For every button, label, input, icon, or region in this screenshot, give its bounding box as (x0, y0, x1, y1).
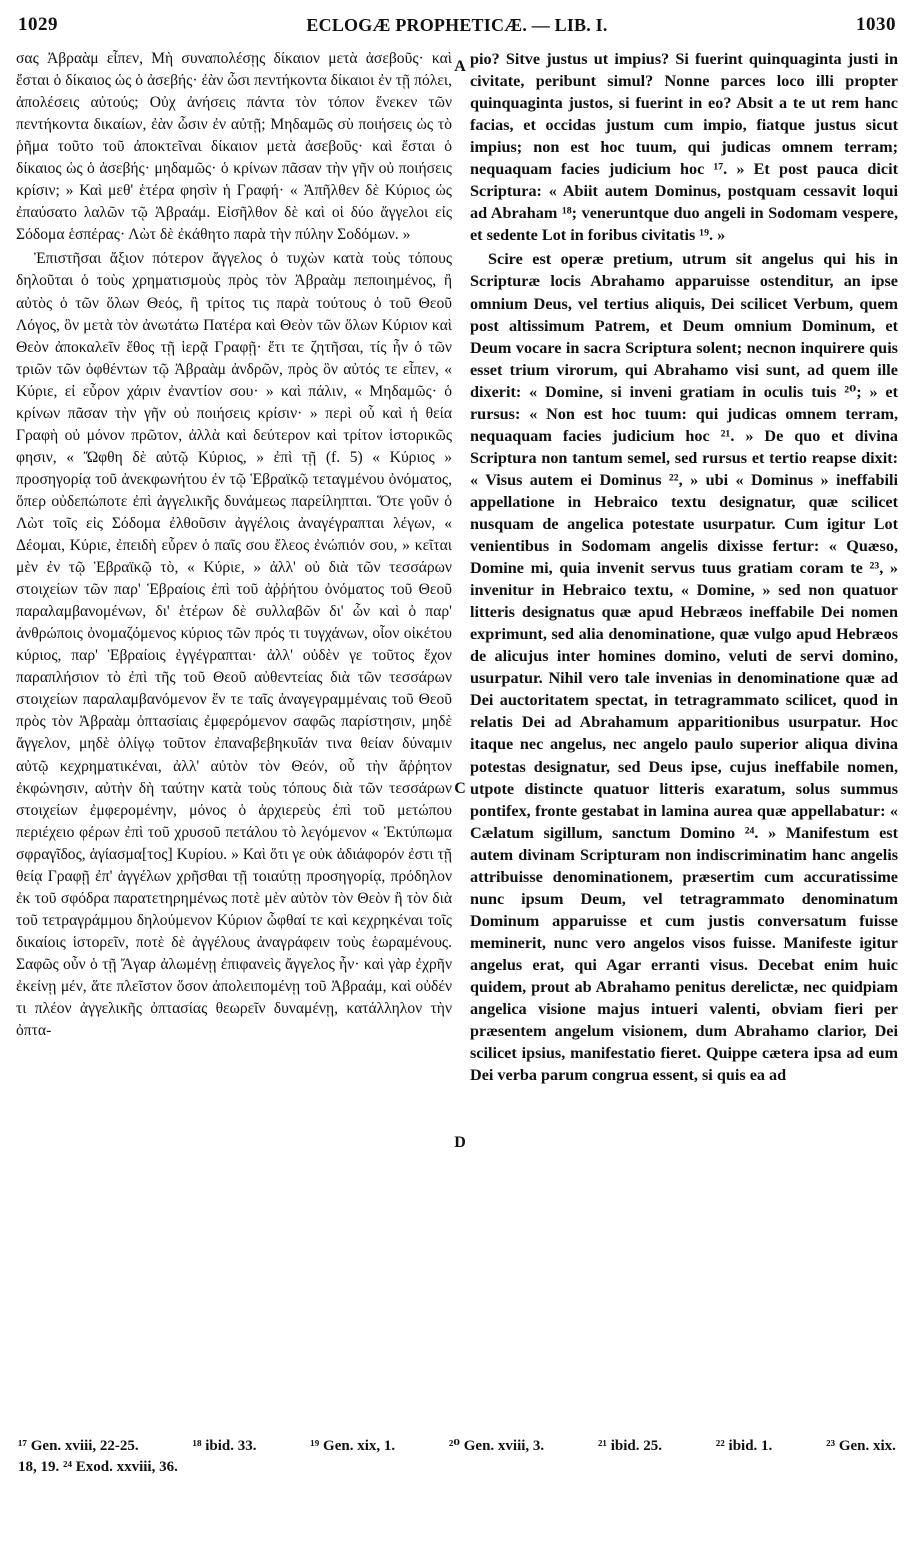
footnote-17: ¹⁷ Gen. xviii, 22-25. (18, 1438, 139, 1454)
margin-marker-c: C (454, 780, 466, 797)
greek-paragraph-2: Ἐπιστῆσαι ἄξιον πότερον ἄγγελος ὁ τυχὼν κατὰ τοὺς τόπους δηλοῦται ὁ τοὺς χρηματισμοὺς πρὸς τὸν Ἀβραὰμ πεποιημένος, ἢ αὐτὸς ὁ τῶν ὅλων Θεός, ἢ τρίτος τις παρὰ τούτους ὁ τοῦ Θεοῦ Λόγος, ὃν μετὰ τὸν ἀνωτάτω Πατέρα καὶ Θεὸν τῶν ὅλων Κύριον καὶ Θεὸν ἀποκαλεῖν ἔθος τῇ ἱερᾷ Γραφῇ· ἔτι τε ζητῆσαι, τίς ἦν ὁ τῶν τριῶν τῶν ὀφθέντων τῷ Ἀβραὰμ ἀνδρῶν, πρὸς ὃν αὐτός τε εἶπεν, « Κύριε, εἰ εὗρον χάριν ἐναντίον σου· » καὶ πάλιν, « Μηδαμῶς· ὁ κρίνων πᾶσαν τὴν γῆν οὐ ποιήσεις κρίσιν· » περὶ οὗ καὶ ἡ θεία Γραφὴ οὐ μόνον πρῶτον, ἀλλὰ καὶ δεύτερον καὶ τρίτον ἱστορικῶς φησιν, « Ὤφθη δὲ αὐτῷ Κύριος, » ἐπὶ τῇ (f. 5) « Κύριος » προσηγορίᾳ τοῦ ἀνεκφωνήτου ἐν τῷ Ἑβραϊκῷ τεταγμένου ὀνόματος, ὅπερ οὐδεπώποτε ἐπὶ ἀγγελικῆς δυνάμεως παρείληπται. Ὅτε γοῦν ὁ Λὼτ τοῖς εἰς Σόδομα ἐλθοῦσιν ἀγγέλοις ἀναγέγραπται λέγων, « Δέομαι, Κύριε, ἐπειδὴ εὗρεν ὁ παῖς σου ἔλεος ἐνώπιόν σου, » κεῖται μὲν ἐν τῷ Ἑβραϊκῷ τὸ, « Κύριε, » ἀλλ' οὐ διὰ τῶν τεσσάρων στοιχείων τῶν παρ' Ἑβραίοις ἐπὶ τοῦ ἀῤῥήτου ὀνόματος τοῦ Θεοῦ παραλαμβανομένων, δι' ἑτέρων δὲ συλλαβῶν δι' ὧν καὶ ὁ παρ' ἀνθρώποις ὀνομαζόμενος κύριος τῶν πρός τι τυγχάνων, οἷον οἰκέτου κύριος, παρ' Ἑβραίοις ἐγγέγραπται· ἀλλ' οὐδὲν γε τοῦτος ἔχον παραπλήσιον τὸ ἐπὶ τῆς τοῦ Θεοῦ αὐθεντείας διὰ τῶν τεσσάρων στοιχείων παραλαμβανόμενον ἔν τε ταῖς ἀναγεγραμμέναις τοῦ Θεοῦ πρὸς τὸν Ἀβραὰμ ὀπτασίαις ἐμφερόμενον σαφῶς παρίστησιν, μηδὲ ἄγγελον, μηδὲ ὀλίγῳ τοῦτον ἐπαναβεβηκυῖάν τινα θείαν δύναμιν αὐτῷ κεχρηματικέναι, ἀλλ' αὐτὸν τὸν Θεόν, οὗ τὴν ἄῤῥητον ἐκφώνησιν, αὐτὴν δὴ ταύτην κατὰ τοὺς τόπους διὰ τῶν τεσσάρων στοιχείων ἐμφερομένην, μόνος ὁ ἀρχιερεὺς ἐπὶ τοῦ μετώπου περιέχειο φέρων ἐπὶ τοῦ χρυσοῦ πετάλου τὸ λεγόμενον « Ἐκτύπωμα σφραγῖδος, ἁγίασμα[τος] Κυρίου. » Καὶ ὅτι γε οὐκ ἀδιάφορόν ἐστι τῇ θείᾳ Γραφῇ ἐπ' ἀγγέλων χρῆσθαι τῇ τοιαύτῃ προσηγορίᾳ, πρόδηλον ἐκ τοῦ σφόδρα παρατετηρημένως ποτὲ μὲν αὐτὸν τὸν Θεὸν ἢ τὸν διὰ τοῦ τετραγράμμου δηλούμενον Κύριον ὦφθαί τε καὶ κεχρηκέναι τοῖς δικαίοις ἱστορεῖν, ποτὲ δὲ ἀγγέλους ἀναγράφειν τοὺς ἑωραμένους. Σαφῶς οὖν ὁ τῇ Ἄγαρ ἀλωμένῃ ἐπιφανεὶς ἄγγελος ἦν· καὶ γὰρ ἐχρῆν ἐκείνῃ μέν, ἅτε πλεῖστον ὅσον ἀπολειπομένῃ τοῦ Ἀβραάμ, καὶ οὐδέν τι πλέον ἀγγελικῆς ὀπτασίας θεωρεῖν δυναμένῃ, κατάλληλον τὴν ὀπτα- (16, 250, 452, 1040)
footnote-23-continuation: 18, 19. (18, 1459, 60, 1475)
greek-column (16, 48, 452, 1436)
running-header (18, 10, 896, 40)
footnote-21: ²¹ ibid. 25. (597, 1438, 662, 1454)
latin-column (470, 48, 898, 1436)
footnote-18: ¹⁸ ibid. 33. (192, 1438, 257, 1454)
footnote-20: ²⁰ Gen. xviii, 3. (448, 1438, 545, 1454)
greek-paragraph-1: σας Ἀβραὰμ εἶπεν, Μὴ συναπολέσῃς δίκαιον μετὰ ἀσεβοῦς· καὶ ἔσται ὁ δίκαιος ὡς ὁ ἀσεβής· ἐὰν ὦσι πεντήκοντα δίκαιοι ἐν τῇ πόλει, ἀπολέσεις αὐτούς; Οὐχ ἀνήσεις πάντα τὸν τόπον ἕνεκεν τῶν πεντήκοντα δικαίων, ἐὰν ὦσιν ἐν αὐτῇ; Μηδαμῶς σὺ ποιήσεις ὡς τὸ ῥῆμα τοῦτο τοῦ ἀποκτεῖναι δίκαιον μετὰ ἀσεβοῦς· καὶ ἔσται ὁ δίκαιος ὡς ὁ ἀσεβής· μηδαμῶς· ὁ κρίνων πᾶσαν τὴν γῆν οὐ ποιήσεις κρίσιν; » Καὶ μεθ' ἑτέρα φησὶν ἡ Γραφή· « Ἀπῆλθεν δὲ Κύριος ὡς ἐπαύσατο λαλῶν τῷ Ἀβραάμ. Εἰσῆλθον δὲ καὶ οἱ δύο ἄγγελοι εἰς Σόδομα ἑσπέρας· Λὼτ δὲ ἐκάθητο παρὰ τὴν πύλην Σοδόμων. » (16, 50, 452, 244)
footnote-22: ²² ibid. 1. (715, 1438, 773, 1454)
footnotes (18, 1436, 896, 1486)
page-number-left: 1029 (18, 14, 58, 35)
footnote-24: ²⁴ Exod. xxviii, 36. (63, 1459, 178, 1475)
margin-marker-d: D (454, 1134, 466, 1151)
latin-paragraph-2: Scire est operæ pretium, utrum sit angelus qui his in Scripturæ locis Abrahamo apparuisse ostenditur, an ipse omnium Deus, vel tertius aliquis, Dei scilicet Verbum, quem post altissimum Patrem, et Deum omnium Dominum, et Deum vocare in sacra Scriptura solent; necnon inquirere quis esset trium virorum, qui Abrahamo visi sunt, ad quem ille dixerit: « Domine, si inveni gratiam in oculis tuis ²⁰; » et rursus: « Non est hoc tuum: qui judicas omnem terram, nequaquam facies judicium hoc ²¹. » De quo et divina Scriptura non tantum semel, sed rursus et tertio reapse dixit: « Visus autem ei Dominus ²², » ubi « Dominus » ineffabili appellatione in Hebraico textu designatur, quæ scilicet nusquam de angelica potestate usurpatur. Cum igitur Lot venientibus in Sodomam angelis dixisse fertur: « Quæso, Domine mi, quia invenit servus tuus gratiam coram te ²³, » invenitur in Hebraico textu, « Domine, » sed non quatuor litteris designatus quæ apud Hebræos ineffabile Dei nomen exprimunt, sed alia denominatione, quæ vulgo apud Hebræos de alicujus inter homines domino, veluti de servi domino, usurpatur. Nihil vero tale invenias in denominatione quæ ad Dei auctoritatem spectat, in tetragrammato scilicet, quod in relatis Dei ad Abrahamum apparitionibus usurpatur. Hoc itaque nec angelus, nec angelo paulo superior aliqua divina potestas designatur, sed Deus ipse, cujus ineffabile nomen, utpote distincte quatuor litteris exaratum, solus summus pontifex, fronte gestabat in lamina aurea quæ appellabatur: « Cælatum sigillum, sanctum Domino ²⁴. » Manifestum est autem divinam Scripturam non indiscriminatim hanc angelis attribuisse denominationem, præsertim cum accuratissime nunc ipsum Deum, vel tetragrammato denominatum Dominum apparuisse et cum justis conversatum fuisse meminerit, nunc vero angelos visos fuisse. Manifeste igitur angelus erat, qui Agar erranti visus. Decebat enim huic quidem, prout ab Abrahamo penitus derelictæ, nec quidpiam angelica visione majus intueri valenti, obviam fieri per præsentem angelum visionem, dum Abrahamo clarior, Dei scilicet ipsius, manifestatio fieret. Quippe cætera ipsa ad eum Dei verba parum congrua essent, si quis ea ad (470, 250, 898, 1085)
running-title: ECLOGÆ PROPHETICÆ. — LIB. I. (306, 14, 608, 35)
margin-marker-a: A (454, 58, 466, 75)
footnote-23: ²³ Gen. xix. (826, 1438, 896, 1454)
footnote-19: ¹⁹ Gen. xix, 1. (310, 1438, 396, 1454)
footnote-row-2 (18, 1457, 896, 1478)
footnote-row-1 (18, 1436, 896, 1457)
latin-paragraph-1: pio? Sitve justus ut impius? Si fuerint quinquaginta justi in civitate, peribunt simul? Nonne parces loco illi propter quinquaginta justos, si fuerint in eo? Absit a te ut rem hanc facias, et occidas justum cum impio, fiatque justus sicut impius; non est hoc tuum, qui judicas omnem terram; nequaquam facies judicium hoc ¹⁷. » Et post pauca dicit Scriptura: « Abiit autem Dominus, postquam cessavit loqui ad Abraham ¹⁸; veneruntque duo angeli in Sodomam vespere, et sedente Lot in foribus civitatis ¹⁹. » (470, 50, 898, 245)
page-number-right: 1030 (856, 14, 896, 35)
